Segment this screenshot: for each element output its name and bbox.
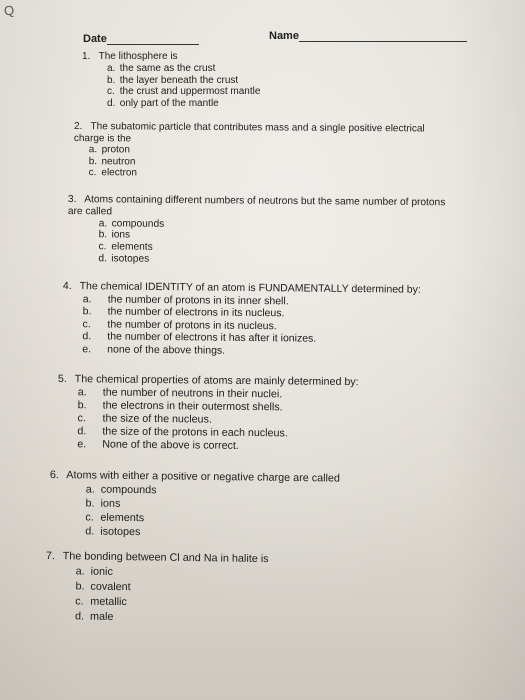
question-7	[45, 549, 269, 627]
option-text: none of the above things.	[107, 343, 226, 357]
option-text: male	[89, 610, 114, 623]
answer-option	[75, 609, 268, 627]
option-letter: c.	[85, 511, 94, 524]
question-number: 1.	[82, 51, 91, 62]
option-text: compounds	[100, 483, 157, 497]
answer-option	[77, 438, 358, 454]
option-letter: d.	[85, 525, 95, 538]
question-text: Atoms containing different numbers of neutrons but the same number of protons	[84, 194, 446, 209]
option-letter: c.	[88, 167, 97, 179]
option-text: the number of electrons in its nucleus.	[107, 305, 285, 320]
option-text: the crust and uppermost mantle	[119, 86, 261, 98]
question-1	[82, 51, 260, 110]
answer-option	[89, 167, 425, 181]
option-letter: d.	[82, 330, 92, 343]
question-number: 7.	[45, 549, 56, 563]
question-text: The bonding between Cl and Na in halite is	[62, 550, 269, 566]
option-letter: d.	[98, 253, 107, 265]
question-stem	[82, 51, 260, 63]
option-text: the same as the crust	[119, 62, 216, 74]
question-number: 4.	[62, 280, 72, 293]
option-letter: e.	[77, 438, 87, 451]
option-letter: d.	[74, 610, 85, 623]
option-text: ions	[111, 229, 131, 241]
option-text: elements	[111, 241, 153, 253]
answer-options	[49, 482, 340, 542]
option-text: covalent	[90, 580, 131, 594]
option-text: the number of neutrons in their nuclei.	[102, 386, 283, 401]
option-letter: a.	[82, 292, 92, 305]
option-text: the number of protons in its nucleus.	[107, 318, 277, 333]
question-text: The lithosphere is	[98, 51, 178, 62]
option-text: the electrons in their outermost shells.	[102, 399, 283, 414]
option-letter: c.	[75, 595, 84, 608]
question-text: The chemical IDENTITY of an atom is FUNDAMENTALLY determined by:	[79, 280, 421, 296]
option-text: the number of electrons it has after it ionizes.	[107, 330, 317, 346]
option-text: compounds	[111, 217, 165, 230]
option-letter: a.	[107, 62, 116, 74]
option-letter: a.	[77, 386, 87, 399]
option-text: ions	[100, 497, 121, 510]
option-text: isotopes	[100, 525, 141, 539]
option-text: electron	[101, 167, 138, 179]
answer-option	[107, 98, 260, 110]
option-letter: a.	[98, 217, 108, 229]
answer-options	[57, 386, 358, 454]
question-2	[74, 121, 425, 181]
option-text: elements	[100, 511, 145, 525]
question-3	[67, 194, 445, 268]
answer-option	[107, 75, 260, 87]
option-text: isotopes	[111, 253, 150, 265]
date-field	[83, 33, 199, 45]
option-letter: b.	[85, 497, 95, 510]
name-label: Name	[269, 30, 299, 42]
name-field	[269, 30, 467, 42]
answer-options	[74, 144, 425, 181]
option-letter: a.	[75, 565, 85, 578]
answer-options	[67, 218, 445, 268]
answer-option	[107, 86, 260, 98]
option-text: the size of the nucleus.	[102, 412, 212, 426]
option-letter: c.	[107, 86, 115, 98]
answer-options	[82, 63, 260, 110]
question-6	[49, 468, 340, 542]
option-text: ionic	[90, 565, 113, 578]
option-letter: e.	[82, 343, 92, 356]
answer-options	[45, 564, 269, 627]
answer-option	[107, 63, 260, 75]
corner-handwritten-mark: Q	[2, 2, 16, 19]
option-letter: b.	[82, 305, 92, 318]
option-text: proton	[101, 144, 130, 156]
question-number: 3.	[67, 194, 77, 206]
option-letter: b.	[107, 74, 116, 86]
option-letter: d.	[77, 425, 87, 438]
option-letter: c.	[82, 317, 91, 331]
option-letter: b.	[88, 155, 98, 167]
option-text: neutron	[101, 155, 136, 167]
question-number: 2.	[73, 121, 83, 133]
option-text: metallic	[90, 595, 127, 609]
date-label: Date	[83, 33, 107, 45]
question-4	[62, 280, 421, 359]
option-text: only part of the mantle	[119, 98, 219, 110]
option-letter: d.	[107, 98, 116, 110]
option-letter: b.	[98, 229, 108, 241]
name-blank-line	[299, 31, 467, 42]
answer-options	[62, 293, 421, 360]
question-text: The chemical properties of atoms are mainly determined by:	[74, 373, 359, 389]
answer-option	[85, 524, 339, 541]
question-5	[57, 373, 359, 454]
question-text-continued: charge is the	[73, 132, 132, 144]
question-text-continued: are called	[67, 205, 113, 218]
option-letter: c.	[77, 412, 86, 425]
answer-option	[82, 343, 420, 359]
option-text: the number of protons in its inner shell.	[107, 293, 289, 307]
option-text: the size of the protons in each nucleus.	[102, 425, 288, 440]
option-letter: a.	[85, 483, 95, 496]
option-text: the layer beneath the crust	[119, 74, 239, 86]
question-text: Atoms with either a positive or negative charge are called	[66, 469, 341, 485]
option-text: None of the above is correct.	[102, 438, 239, 452]
option-letter: a.	[88, 144, 98, 156]
question-text: The subatomic particle that contributes mass and a single positive electrical	[90, 121, 425, 135]
answer-option	[98, 253, 444, 268]
question-number: 5.	[57, 373, 67, 386]
question-number: 6.	[49, 468, 60, 482]
option-letter: c.	[98, 241, 107, 253]
option-letter: b.	[75, 580, 85, 593]
date-blank-line	[107, 34, 199, 45]
option-letter: b.	[77, 399, 87, 412]
